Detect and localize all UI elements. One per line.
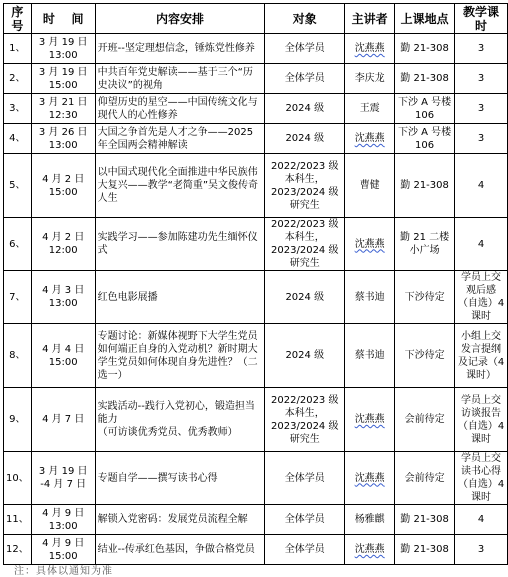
row-number-cell: 6、	[4, 218, 32, 271]
audience-cell: 2024 级	[265, 324, 345, 388]
header-location: 上课地点	[395, 4, 455, 34]
location-cell: 勤 21-308	[395, 535, 455, 565]
lecturer-cell	[345, 94, 395, 124]
time-cell: 4 月 9 日 13:00	[31, 505, 95, 535]
teaching-hours-cell: 学员上交读书心得（自选）4 课时	[455, 452, 508, 505]
table-row	[4, 535, 508, 565]
location-cell: 勤 21-308	[395, 505, 455, 535]
table-body	[4, 34, 508, 565]
content-cell: 专题讨论：新媒体视野下大学生党员如何端正自身的入党动机？新时期大学生党员如何体现自身先进性？（二选一）	[95, 324, 265, 388]
lecturer-name: 沈燕燕	[354, 544, 385, 555]
lecturer-cell	[345, 388, 395, 452]
audience-cell: 2022/2023 级本科生， 2023/2024 级研究生	[265, 218, 345, 271]
header-hours: 教学课时	[455, 4, 508, 34]
lecturer-name: 王震	[359, 103, 380, 114]
content-cell: 仰望历史的星空——中国传统文化与现代人的心性修养	[95, 94, 265, 124]
teaching-hours-cell: 小组上交发言提纲及记录（4 课时）	[455, 324, 508, 388]
header-content: 内容安排	[95, 4, 265, 34]
row-number-cell: 7、	[4, 271, 32, 324]
teaching-hours-cell: 4	[455, 505, 508, 535]
content-cell: 大国之争首先是人才之争——2025 年全国两会精神解读	[95, 124, 265, 154]
row-number-cell: 4、	[4, 124, 32, 154]
time-cell: 4 月 9 日 15:00	[31, 535, 95, 565]
table-row	[4, 388, 508, 452]
teaching-hours-cell: 学员上交访谈报告（自选）4 课时	[455, 388, 508, 452]
location-cell: 勤 21-308	[395, 154, 455, 218]
lecturer-cell	[345, 218, 395, 271]
lecturer-name: 沈燕燕	[354, 472, 385, 484]
table-row	[4, 124, 508, 154]
lecturer-cell	[345, 271, 395, 324]
table-row	[4, 324, 508, 388]
lecturer-cell	[345, 505, 395, 535]
location-cell: 勤 21 二楼小广场	[395, 218, 455, 271]
lecturer-cell	[345, 64, 395, 94]
lecturer-name: 沈燕燕	[354, 414, 385, 425]
teaching-hours-cell: 3	[455, 94, 508, 124]
row-number-cell: 11、	[4, 505, 32, 535]
table-row	[4, 94, 508, 124]
location-cell: 下沙待定	[395, 324, 455, 388]
row-number-cell: 1、	[4, 34, 32, 64]
row-number-cell: 5、	[4, 154, 32, 218]
table-row	[4, 452, 508, 505]
audience-cell: 全体学员	[265, 34, 345, 64]
time-cell: 4 月 7 日	[31, 388, 95, 452]
row-number-cell: 8、	[4, 324, 32, 388]
location-cell: 勤 21-308	[395, 34, 455, 64]
table-row	[4, 271, 508, 324]
time-cell: 3 月 26 日 13:00	[31, 124, 95, 154]
teaching-hours-cell: 3	[455, 64, 508, 94]
audience-cell: 2024 级	[265, 94, 345, 124]
location-cell: 勤 21-308	[395, 64, 455, 94]
lecturer-cell	[345, 535, 395, 565]
content-cell: 专题自学——撰写读书心得	[95, 452, 265, 505]
time-cell: 4 月 2 日 15:00	[31, 154, 95, 218]
table-row	[4, 34, 508, 64]
time-cell: 3 月 19 日 -4 月 7 日	[31, 452, 95, 505]
time-cell: 3 月 21 日 12:30	[31, 94, 95, 124]
audience-cell: 2024 级	[265, 124, 345, 154]
location-cell: 下沙 A 号楼 106	[395, 124, 455, 154]
table-header-row	[4, 4, 508, 34]
table-row	[4, 154, 508, 218]
content-cell: 开班--坚定理想信念，锤炼党性修养	[95, 34, 265, 64]
row-number-cell: 2、	[4, 64, 32, 94]
time-cell: 3 月 19 日 15:00	[31, 64, 95, 94]
lecturer-name: 李庆龙	[354, 73, 385, 84]
header-time: 时 间	[31, 4, 95, 34]
audience-cell: 全体学员	[265, 64, 345, 94]
time-cell: 4 月 3 日 13:00	[31, 271, 95, 324]
teaching-hours-cell: 3	[455, 535, 508, 565]
row-number-cell: 9、	[4, 388, 32, 452]
location-cell: 下沙 A 号楼 106	[395, 94, 455, 124]
teaching-hours-cell: 3	[455, 124, 508, 154]
lecturer-cell	[345, 452, 395, 505]
row-number-cell: 12、	[4, 535, 32, 565]
time-cell: 3 月 19 日 13:00	[31, 34, 95, 64]
table-row	[4, 64, 508, 94]
location-cell: 会前待定	[395, 388, 455, 452]
audience-cell: 2024 级	[265, 271, 345, 324]
audience-cell: 2022/2023 级本科生， 2023/2024 级研究生	[265, 388, 345, 452]
location-cell: 下沙待定	[395, 271, 455, 324]
location-cell: 会前待定	[395, 452, 455, 505]
course-schedule-table	[3, 3, 508, 565]
teaching-hours-cell: 4	[455, 154, 508, 218]
time-cell: 4 月 2 日 12:00	[31, 218, 95, 271]
lecturer-name: 沈燕燕	[354, 238, 385, 250]
header-no: 序 号	[4, 4, 32, 34]
header-lecturer: 主讲者	[345, 4, 395, 34]
content-cell: 以中国式现代化全面推进中华民族伟大复兴——教学“老简重”吴文俊传奇人生	[95, 154, 265, 218]
row-number-cell: 3、	[4, 94, 32, 124]
lecturer-name: 曹健	[359, 180, 380, 191]
audience-cell: 全体学员	[265, 535, 345, 565]
lecturer-name: 蔡书迪	[354, 350, 385, 361]
header-audience: 对象	[265, 4, 345, 34]
content-cell: 实践学习——参加陈建功先生缅怀仪式	[95, 218, 265, 271]
row-number-cell: 10、	[4, 452, 32, 505]
table-row	[4, 505, 508, 535]
teaching-hours-cell: 3	[455, 34, 508, 64]
lecturer-cell	[345, 124, 395, 154]
teaching-hours-cell: 4	[455, 218, 508, 271]
lecturer-cell	[345, 154, 395, 218]
lecturer-cell	[345, 34, 395, 64]
teaching-hours-cell: 学员上交观后感（自选）4 课时	[455, 271, 508, 324]
audience-cell: 全体学员	[265, 452, 345, 505]
lecturer-cell	[345, 324, 395, 388]
lecturer-name: 蔡书迪	[354, 291, 385, 303]
content-cell: 解锁入党密码：发展党员流程全解	[95, 505, 265, 535]
footer-note: 注：具体以通知为准	[14, 566, 113, 577]
lecturer-name: 杨雅麒	[354, 514, 385, 525]
lecturer-name: 沈燕燕	[354, 43, 385, 54]
table-row	[4, 218, 508, 271]
content-cell: 实践活动--践行入党初心，锻造担当能力 （可访谈优秀党员、优秀教师）	[95, 388, 265, 452]
content-cell: 红色电影展播	[95, 271, 265, 324]
lecturer-name: 沈燕燕	[354, 133, 385, 144]
content-cell: 中共百年党史解读——基于三个“历史决议”的视角	[95, 64, 265, 94]
content-cell: 结业--传承红色基因，争做合格党员	[95, 535, 265, 565]
time-cell: 4 月 4 日 15:00	[31, 324, 95, 388]
audience-cell: 全体学员	[265, 505, 345, 535]
audience-cell: 2022/2023 级本科生， 2023/2024 级研究生	[265, 154, 345, 218]
